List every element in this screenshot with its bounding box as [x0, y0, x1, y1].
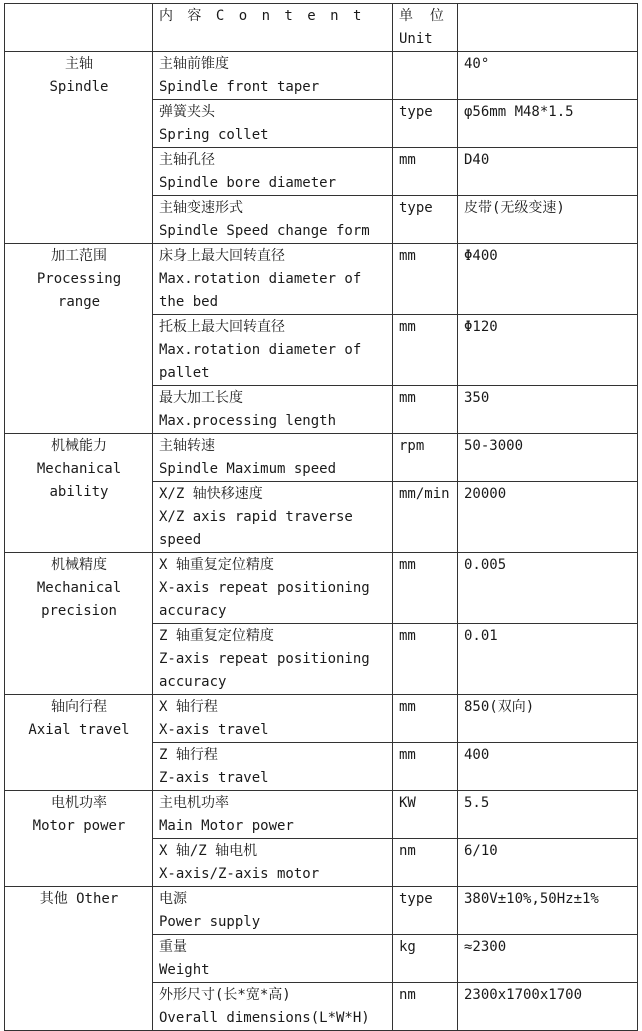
content-en: Power supply — [159, 914, 261, 930]
value-cell: 350 — [458, 386, 638, 434]
content-zh: 重量 — [159, 939, 187, 955]
category-label: 加工范围 — [51, 248, 107, 264]
category-label: Mechanical — [36, 580, 122, 596]
unit-cell: nm — [393, 839, 458, 887]
content-zh: X 轴行程 — [159, 699, 218, 715]
value-cell: 0.01 — [458, 624, 638, 695]
value-cell: 400 — [458, 743, 638, 791]
value-cell: 850(双向) — [458, 695, 638, 743]
category-cell — [5, 52, 153, 244]
content-cell — [153, 983, 393, 1031]
category-label: 机械精度 — [51, 557, 107, 573]
content-zh: 主轴转速 — [159, 438, 215, 454]
content-cell — [153, 935, 393, 983]
content-en: Max.rotation diameter of pallet — [159, 342, 370, 381]
value-cell: 5.5 — [458, 791, 638, 839]
content-en: X-axis travel — [159, 722, 269, 738]
category-label: ability — [49, 484, 109, 500]
content-zh: 外形尺寸(长*宽*高) — [159, 987, 291, 1003]
content-cell — [153, 839, 393, 887]
value-cell: Φ120 — [458, 315, 638, 386]
header-unit-cell — [393, 4, 458, 52]
value-cell: D40 — [458, 148, 638, 196]
content-en: Z-axis travel — [159, 770, 269, 786]
content-zh: 最大加工长度 — [159, 390, 243, 406]
category-label: 其他 Other — [39, 891, 119, 907]
content-cell — [153, 315, 393, 386]
category-label: Motor power — [32, 818, 126, 834]
content-en: Max.processing length — [159, 413, 337, 429]
content-en: Overall dimensions(L*W*H) — [159, 1010, 370, 1026]
value-cell: Φ400 — [458, 244, 638, 315]
value-cell: 6/10 — [458, 839, 638, 887]
content-zh: Z 轴重复定位精度 — [159, 628, 274, 644]
header-unit-en: Unit — [399, 31, 433, 47]
category-cell — [5, 695, 153, 791]
content-cell — [153, 553, 393, 624]
content-zh: 主轴孔径 — [159, 152, 215, 168]
unit-cell: mm — [393, 553, 458, 624]
category-label: 轴向行程 — [51, 699, 107, 715]
content-cell — [153, 386, 393, 434]
table-row — [5, 244, 638, 315]
content-en: Spindle Maximum speed — [159, 461, 337, 477]
spec-table-body — [5, 4, 638, 1031]
content-zh: 主轴前锥度 — [159, 56, 229, 72]
content-en: X-axis/Z-axis motor — [159, 866, 320, 882]
unit-cell: mm — [393, 743, 458, 791]
unit-cell: mm — [393, 315, 458, 386]
value-cell: 2300x1700x1700 — [458, 983, 638, 1031]
content-cell — [153, 100, 393, 148]
content-en: Spindle Speed change form — [159, 223, 370, 239]
header-category-cell — [5, 4, 153, 52]
unit-cell: type — [393, 100, 458, 148]
category-label: 主轴 — [65, 56, 93, 72]
category-cell — [5, 887, 153, 1031]
content-zh: 主电机功率 — [159, 795, 229, 811]
category-label: range — [57, 294, 101, 310]
unit-cell: kg — [393, 935, 458, 983]
category-label: Axial travel — [28, 722, 130, 738]
category-label: Spindle — [49, 79, 109, 95]
content-en: X-axis repeat positioning accuracy — [159, 580, 379, 619]
content-zh: X 轴/Z 轴电机 — [159, 843, 258, 859]
unit-cell: mm/min — [393, 482, 458, 553]
content-en: Max.rotation diameter of the bed — [159, 271, 370, 310]
table-row — [5, 887, 638, 935]
content-cell — [153, 887, 393, 935]
unit-cell: mm — [393, 695, 458, 743]
category-label: Mechanical — [36, 461, 122, 477]
content-zh: X 轴重复定位精度 — [159, 557, 274, 573]
table-row — [5, 52, 638, 100]
content-zh: 床身上最大回转直径 — [159, 248, 285, 264]
table-row — [5, 695, 638, 743]
value-cell: 380V±10%,50Hz±1% — [458, 887, 638, 935]
value-cell: ≈2300 — [458, 935, 638, 983]
category-label: precision — [41, 603, 117, 619]
header-content-label: 内 容 C o n t e n t — [159, 8, 365, 24]
unit-cell: mm — [393, 624, 458, 695]
content-cell — [153, 695, 393, 743]
content-cell — [153, 52, 393, 100]
content-cell — [153, 743, 393, 791]
category-label: 电机功率 — [51, 795, 107, 811]
content-zh: X/Z 轴快移速度 — [159, 486, 263, 502]
unit-cell: type — [393, 887, 458, 935]
header-value-cell — [458, 4, 638, 52]
content-zh: 电源 — [159, 891, 187, 907]
content-cell — [153, 244, 393, 315]
unit-cell: mm — [393, 148, 458, 196]
unit-cell: rpm — [393, 434, 458, 482]
value-cell: φ56mm M48*1.5 — [458, 100, 638, 148]
unit-cell: nm — [393, 983, 458, 1031]
header-content-cell — [153, 4, 393, 52]
content-en: Main Motor power — [159, 818, 294, 834]
content-en: X/Z axis rapid traverse speed — [159, 509, 362, 548]
content-zh: 弹簧夹头 — [159, 104, 215, 120]
value-cell: 20000 — [458, 482, 638, 553]
value-cell: 50-3000 — [458, 434, 638, 482]
content-en: Spring collet — [159, 127, 269, 143]
category-label: Processing — [36, 271, 122, 287]
unit-cell: mm — [393, 244, 458, 315]
header-row — [5, 4, 638, 52]
content-cell — [153, 196, 393, 244]
table-row — [5, 434, 638, 482]
header-unit-zh: 单 位 — [399, 8, 444, 24]
content-en: Weight — [159, 962, 210, 978]
unit-cell: mm — [393, 386, 458, 434]
category-label: 机械能力 — [51, 438, 107, 454]
value-cell: 40° — [458, 52, 638, 100]
content-cell — [153, 148, 393, 196]
content-cell — [153, 434, 393, 482]
content-en: Z-axis repeat positioning accuracy — [159, 651, 379, 690]
unit-cell — [393, 52, 458, 100]
content-en: Spindle bore diameter — [159, 175, 337, 191]
content-zh: 托板上最大回转直径 — [159, 319, 285, 335]
content-zh: Z 轴行程 — [159, 747, 218, 763]
unit-cell: type — [393, 196, 458, 244]
category-cell — [5, 434, 153, 553]
content-cell — [153, 482, 393, 553]
category-cell — [5, 791, 153, 887]
unit-cell: KW — [393, 791, 458, 839]
table-row — [5, 791, 638, 839]
content-en: Spindle front taper — [159, 79, 320, 95]
content-cell — [153, 791, 393, 839]
category-cell — [5, 244, 153, 434]
value-cell: 0.005 — [458, 553, 638, 624]
spec-table — [4, 3, 638, 1031]
content-cell — [153, 624, 393, 695]
content-zh: 主轴变速形式 — [159, 200, 243, 216]
category-cell — [5, 553, 153, 695]
table-row — [5, 553, 638, 624]
value-cell: 皮带(无级变速) — [458, 196, 638, 244]
